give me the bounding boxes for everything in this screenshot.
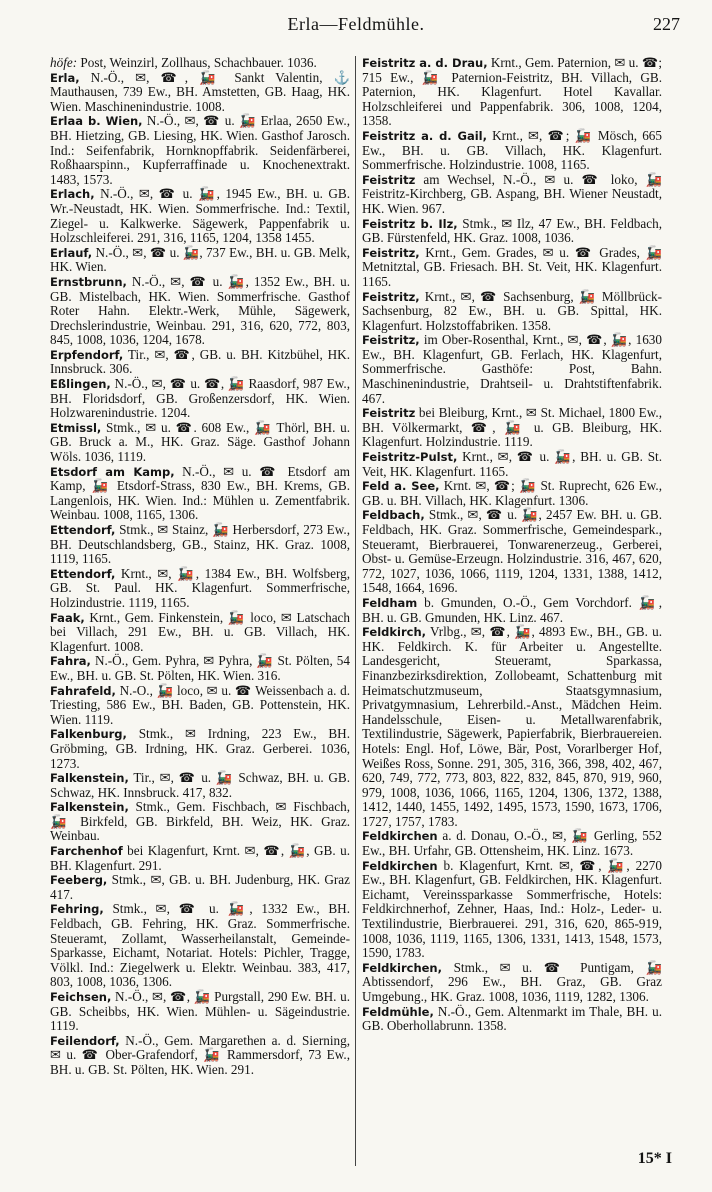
entry-headword: Feistritz, — [362, 289, 420, 304]
entry-text: Krnt. ✉, ☎; 🚂 St. Ruprecht, 626 Ew., GB. u. BH. Villach, HK. Klagenfurt. 1306. — [362, 478, 663, 508]
entry-text: Krnt., ✉, ☎ Sachsenburg, 🚂 Möllbrück-Sachsenburg, 82 Ew., BH. u. GB. Spittal, HK. Klagenfurt. Holzstoffabriken. 1358. — [362, 288, 662, 333]
entry-text: Krnt., ✉, 🚂, 1384 Ew., BH. Wolfsberg, GB. St. Paul. HK. Klagenfurt. Sommerfrische, Holzindustrie. 1119, 1165. — [50, 565, 350, 610]
entry-text: Krnt., Gem. Finkenstein, 🚂 loco, ✉ Latschach bei Villach, 291 Ew., BH. u. GB. Villach, HK. Klagenfurt. 1008. — [50, 609, 350, 654]
entry-headword: Fahrafeld, — [50, 683, 116, 698]
entry-headword: höfe: — [50, 55, 78, 70]
entry-headword: Erlaa b. Wien, — [50, 114, 143, 129]
entry-text: Stmk., ✉ Irdning, 223 Ew., BH. Gröbming, GB. Irdning, HK. Graz. Gerberei. 1036, 1273. — [50, 726, 350, 771]
entry-text: b. Gmunden, O.-Ö., Gem Vorchdorf. 🚂, BH. u. GB. Gmunden, HK. Linz. 467. — [362, 594, 662, 625]
entry-headword: Feistritz a. d. Drau, — [362, 56, 488, 70]
gazetteer-entry — [362, 406, 662, 450]
entry-text: N.-Ö., ✉, ☎ u. 🚂, 1352 Ew., BH. u. GB. Mistelbach, HK. Wien. Sommerfrische. Gasthof Roter Hahn. Elektr.-Werk, Mühle, Sägewerk, Drechslerindustrie, Weinbau. 291, 316, 620, 772, 803, 845, 1008, 1036, 1204, 1678. — [50, 273, 350, 348]
entry-headword: Feldkirch, — [362, 625, 426, 640]
entry-headword: Erla, — [50, 70, 80, 85]
gazetteer-entry — [362, 596, 662, 625]
entry-headword: Erlach, — [50, 187, 95, 202]
gazetteer-entry — [362, 290, 662, 334]
gazetteer-entry — [362, 217, 662, 246]
entry-text: N.-Ö., Gem. Margarethen a. d. Sierning, ✉ u. ☎ Ober-Grafendorf, 🚂 Rammersdorf, 73 Ew., BH. u. GB. St. Pölten, HK. Wien. 291. — [50, 1032, 350, 1077]
gazetteer-entry — [50, 654, 350, 683]
gazetteer-entry — [50, 56, 350, 71]
gazetteer-entry — [362, 961, 662, 1005]
gazetteer-entry — [50, 114, 350, 187]
entry-headword: Feldkirchen, — [362, 960, 442, 975]
gazetteer-entry — [50, 377, 350, 421]
entry-text: Krnt., ✉, ☎ u. 🚂, BH. u. GB. St. Veit, HK. Klagenfurt. 1165. — [362, 449, 662, 479]
entry-headword: Feld a. See, — [362, 479, 440, 494]
running-title: Erla—Feldmühle. — [287, 14, 425, 34]
entry-headword: Feistritz, — [362, 333, 420, 348]
page-number: 227 — [653, 14, 680, 34]
gazetteer-entry — [50, 523, 350, 567]
entry-text: N.-Ö., ✉, ☎ u. 🚂, 737 Ew., BH. u. GB. Melk, HK. Wien. — [50, 244, 350, 275]
entry-text: Krnt., Gem. Grades, ✉ u. ☎ Grades, 🚂 Metnitztal, GB. Friesach. BH. St. Veit, HK. Klagenfurt. 1165. — [362, 244, 662, 289]
entry-text: Stmk., ✉, GB. u. BH. Judenburg, HK. Graz 417. — [50, 872, 350, 902]
entry-headword: Faak, — [50, 610, 85, 625]
gazetteer-entry — [50, 567, 350, 611]
gazetteer-entry — [362, 333, 662, 406]
column-divider — [355, 56, 356, 1166]
entry-text: Tir., ✉, ☎ u. 🚂 Schwaz, BH. u. GB. Schwaz, HK. Innsbruck. 417, 832. — [50, 770, 350, 800]
entry-text: bei Bleiburg, Krnt., ✉ St. Michael, 1800 Ew., BH. Völkermarkt, ☎, 🚂 u. GB. Bleiburg, HK. Klagenfurt. Holzindustrie. 1119. — [362, 405, 662, 450]
gazetteer-entry — [50, 771, 350, 800]
entry-headword: Falkenstein, — [50, 771, 129, 786]
entry-text: im Ober-Rosenthal, Krnt., ✉, ☎, 🚂, 1630 Ew., BH. Klagenfurt, GB. Ferlach, HK. Klagenfurt, Sommerfrische. Gasthöfe: Post, Bahn. Maschinenindustrie, Drahtseil- u. Drahtstiftenfabrik. 467. — [362, 332, 662, 406]
entry-text: N.-Ö., ✉, ☎, 🚂 Purgstall, 290 Ew. BH. u. GB. Scheibbs, HK. Wien. Mühlen- u. Sägeindustrie. 1119. — [50, 989, 350, 1034]
entry-headword: Feichsen, — [50, 990, 112, 1004]
entry-text: Stmk., ✉, ☎ u. 🚂, 2457 Ew. BH. u. GB. Feldbach, HK. Graz. Sommerfrische, Gemeindespark., Steueramt, Bierbrauerei, Tonwarenerzeug., Gerberei, Obst- u. Gemüse-Erzeugn. Holzindustrie. 316, 467, 620, 772, 1027, 1036, 1066, 1119, 1204, 1331, 1388, 1412, 1548, 1664, 1696. — [362, 507, 662, 596]
entry-headword: Fehring, — [50, 902, 104, 917]
gazetteer-entry — [362, 625, 662, 829]
entry-text: Stmk., ✉ Ilz, 47 Ew., BH. Feldbach, GB. Fürstenfeld, HK. Graz. 1008, 1036. — [362, 215, 662, 246]
entry-text: N.-Ö., ✉, ☎ u. 🚂, 1945 Ew., BH. u. GB. Wr.-Neustadt, HK. Wien. Sommerfrische. Ind.: Textil, Ziegel- u. Kalkwerke. Sägewerk, Pappenfabrik u. Holzschleiferei. 291, 316, 1165, 1204, 1358 1455. — [50, 186, 350, 246]
entry-headword: Ernstbrunn, — [50, 274, 127, 289]
right-column — [362, 56, 662, 1034]
entry-text: b. Klagenfurt, Krnt. ✉, ☎, 🚂, 2270 Ew., BH. Klagenfurt, GB. Feldkirchen, HK. Klagenfurt. Eichamt, Vereinssparkasse Sommerfrische, Hotels: Feldkirchnerhof, Zehner, Haas, Ind.: Holz-, Leder- u. Textilindustrie, Bierbrauerei. 291, 316, 620, 865-919, 1008, 1036, 1119, 1165, 1306, 1331, 1413, 1548, 1573, 1590, 1783. — [362, 857, 662, 961]
entry-headword: Feistritz-Pulst, — [362, 450, 458, 465]
printer-signature: 15* I — [637, 1150, 672, 1167]
entry-headword: Etsdorf am Kamp, — [50, 464, 175, 479]
entry-text: Vrlbg., ✉, ☎, 🚂, 4893 Ew., BH., GB. u. HK. Feldkirch. K. für Arbeiter u. Angestellte. Landesgericht, Steueramt, Sparkassa, Finanzbezirksdirektion, Zollobeamt, Schattenburg mit Heimatschutzmuseum, Staatsgymnasium, Privatgymnasium, Lehrerbild.-Anst., Mädchen Heim. Handelsschule, Eisen- u. Metallwarenfabrik, Textilindustrie, Sägewerk, Papierfabrik, Bierbrauereien. Hotels: Engl. Hof, Löwe, Bär, Post, Vorarlberger Hof, Weißes Ross, Sonne. 291, 305, 316, 366, 398, 402, 467, 620, 749, 772, 773, 803, 822, 832, 845, 870, 919, 960, 979, 1008, 1036, 1066, 1165, 1204, 1306, 1372, 1388, 1412, 1440, 1455, 1492, 1495, 1573, 1590, 1673, 1706, 1727, 1757, 1783. — [362, 624, 662, 829]
entry-text: bei Klagenfurt, Krnt. ✉, ☎, 🚂, GB. u. BH. Klagenfurt. 291. — [50, 843, 350, 873]
entry-headword: Feldmühle, — [362, 1004, 434, 1019]
entry-headword: Ettendorf, — [50, 566, 116, 581]
entry-text: a. d. Donau, O.-Ö., ✉, 🚂 Gerling, 552 Ew., BH. Urfahr, GB. Ottensheim, HK. Linz. 1673. — [362, 828, 662, 859]
gazetteer-entry — [50, 71, 350, 115]
gazetteer-entry — [50, 902, 350, 990]
entry-headword: Feistritz — [362, 406, 416, 421]
gazetteer-entry — [362, 56, 662, 129]
entry-text: N.-Ö., Gem. Altenmarkt im Thale, BH. u. GB. Oberhollabrunn. 1358. — [362, 1003, 662, 1034]
entry-text: Post, Weinzirl, Zollhaus, Schachbauer. 1036. — [77, 55, 317, 70]
gazetteer-entry — [50, 873, 350, 902]
entry-text: Krnt., Gem. Paternion, ✉ u. ☎; 715 Ew., 🚂 Paternion-Feistritz, BH. Villach, GB. Paternion, HK. Klagenfurt. Hotel Kavallar. Holzschleiferei und Pappenfabrik. 306, 1008, 1204, 1358. — [362, 55, 662, 129]
gazetteer-entry — [50, 187, 350, 245]
entry-headword: Erlauf, — [50, 245, 93, 260]
gazetteer-entry — [362, 479, 662, 508]
gazetteer-entry — [50, 727, 350, 771]
gazetteer-entry — [362, 829, 662, 858]
entry-headword: Farchenhof — [50, 844, 123, 859]
gazetteer-entry — [50, 800, 350, 844]
entry-headword: Ettendorf, — [50, 523, 116, 537]
gazetteer-entry — [50, 465, 350, 523]
gazetteer-entry — [362, 859, 662, 961]
entry-text: Stmk., ✉ Stainz, 🚂 Herbersdorf, 273 Ew., BH. Deutschlandsberg, GB., Stainz, HK. Graz. 1008, 1119, 1165. — [50, 522, 350, 567]
entry-text: N.-Ö., ✉ u. ☎ Etsdorf am Kamp, 🚂 Etsdorf-Strass, 830 Ew., BH. Krems, GB. Langenlois, HK. Wien. Ind.: Mühlen u. Zementfabrik. Weinbau. 1008, 1165, 1306. — [50, 463, 350, 523]
entry-text: Krnt., ✉, ☎; 🚂 Mösch, 665 Ew., BH. u. GB. Villach, HK. Klagenfurt. Sommerfrische. Holzindustrie. 1008, 1165. — [362, 127, 662, 173]
entry-text: N.-Ö., Gem. Pyhra, ✉ Pyhra, 🚂 St. Pölten, 54 Ew., BH. u. GB. St. Pölten, HK. Wien. 316. — [50, 653, 350, 683]
gazetteer-entry — [362, 129, 662, 173]
entry-headword: Falkenstein, — [50, 800, 129, 815]
entry-text: am Wechsel, N.-Ö., ✉ u. ☎ loko, 🚂 Feistritz-Kirchberg, GB. Aspang, BH. Wiener Neustadt, HK. Wien. 967. — [362, 171, 662, 216]
entry-text: N.-Ö., ✉, ☎, 🚂 Sankt Valentin, ⚓ Mauthausen, 739 Ew., BH. Amstetten, GB. Haag, HK. Wien. Maschinenindustrie. 1008. — [50, 69, 350, 114]
entry-headword: Feilendorf, — [50, 1033, 120, 1048]
entry-headword: Feistritz a. d. Gail, — [362, 128, 487, 143]
entry-text: Stmk., ✉ u. ☎ Puntigam, 🚂 Abtissendorf, 296 Ew., BH. Graz, GB. Graz Umgebung., HK. Graz. 1008, 1036, 1119, 1282, 1306. — [362, 959, 662, 1004]
entry-headword: Fahra, — [50, 654, 91, 669]
entry-headword: Feistritz, — [362, 245, 420, 260]
entry-text: Stmk., ✉, ☎ u. 🚂, 1332 Ew., BH. Feldbach, GB. Fehring, HK. Graz. Sommerfrische. Steueramt, Zollamt, Wasserheilanstalt, Gemeinde-Sparkasse, Eichamt, Notariat. Hotels: Pichler, Tragge, Völkl. Ind.: Ziegelwerk u. Elektr. Weinbau. 383, 417, 803, 1008, 1036, 1306. — [50, 901, 350, 990]
gazetteer-entry — [50, 611, 350, 655]
entry-headword: Eßlingen, — [50, 377, 111, 392]
gazetteer-entry — [50, 246, 350, 275]
entry-headword: Feldbach, — [362, 508, 425, 523]
gazetteer-entry — [362, 173, 662, 217]
entry-text: N.-O., 🚂 loco, ✉ u. ☎ Weissenbach a. d. Triesting, 586 Ew., BH. Baden, GB. Pottenstein, HK. Wien. 1119. — [50, 682, 350, 727]
gazetteer-entry — [362, 246, 662, 290]
entry-headword: Feldkirchen — [362, 829, 438, 844]
gazetteer-entry — [362, 508, 662, 596]
gazetteer-entry — [50, 275, 350, 348]
entry-headword: Feldkirchen — [362, 858, 438, 873]
entry-headword: Erpfendorf, — [50, 347, 124, 362]
gazetteer-entry — [50, 990, 350, 1034]
gazetteer-entry — [50, 1034, 350, 1078]
gazetteer-entry — [50, 348, 350, 377]
entry-headword: Feistritz b. Ilz, — [362, 216, 458, 231]
gazetteer-entry — [50, 684, 350, 728]
entry-headword: Feistritz — [362, 172, 416, 187]
gazetteer-entry — [50, 421, 350, 465]
entry-text: Tir., ✉, ☎, GB. u. BH. Kitzbühel, HK. Innsbruck. 306. — [50, 346, 350, 377]
entry-headword: Etmissl, — [50, 420, 102, 435]
gazetteer-entry — [50, 844, 350, 873]
gazetteer-entry — [362, 1005, 662, 1034]
entry-headword: Feldham — [362, 595, 418, 610]
entry-text: N.-Ö., ✉, ☎ u. 🚂 Erlaa, 2650 Ew., BH. Hietzing, GB. Liesing, HK. Wien. Gasthof Jarosch. Ind.: Seifenfabrik, Hornknopffabrik. Seidenfärberei, Roßhaarspinn., Kupferraffinade u. Knochenextrakt. 1483, 1573. — [50, 113, 350, 187]
gazetteer-entry — [362, 450, 662, 479]
entry-headword: Feeberg, — [50, 873, 108, 888]
entry-text: Stmk., ✉ u. ☎. 608 Ew., 🚂 Thörl, BH. u. GB. Bruck a. M., HK. Graz. Säge. Gasthof Johann Wöls. 1036, 1119. — [50, 419, 350, 465]
entry-text: Stmk., Gem. Fischbach, ✉ Fischbach, 🚂 Birkfeld, GB. Birkfeld, BH. Weiz, HK. Graz. Weinbau. — [50, 799, 350, 844]
entry-headword: Falkenburg, — [50, 727, 127, 742]
entry-text: N.-Ö., ✉, ☎ u. ☎, 🚂 Raasdorf, 987 Ew., BH. Floridsdorf, GB. Großenzersdorf, HK. Wien. Holzwarenindustrie. 1204. — [50, 376, 350, 421]
left-column — [50, 56, 350, 1078]
page-header — [0, 14, 712, 40]
